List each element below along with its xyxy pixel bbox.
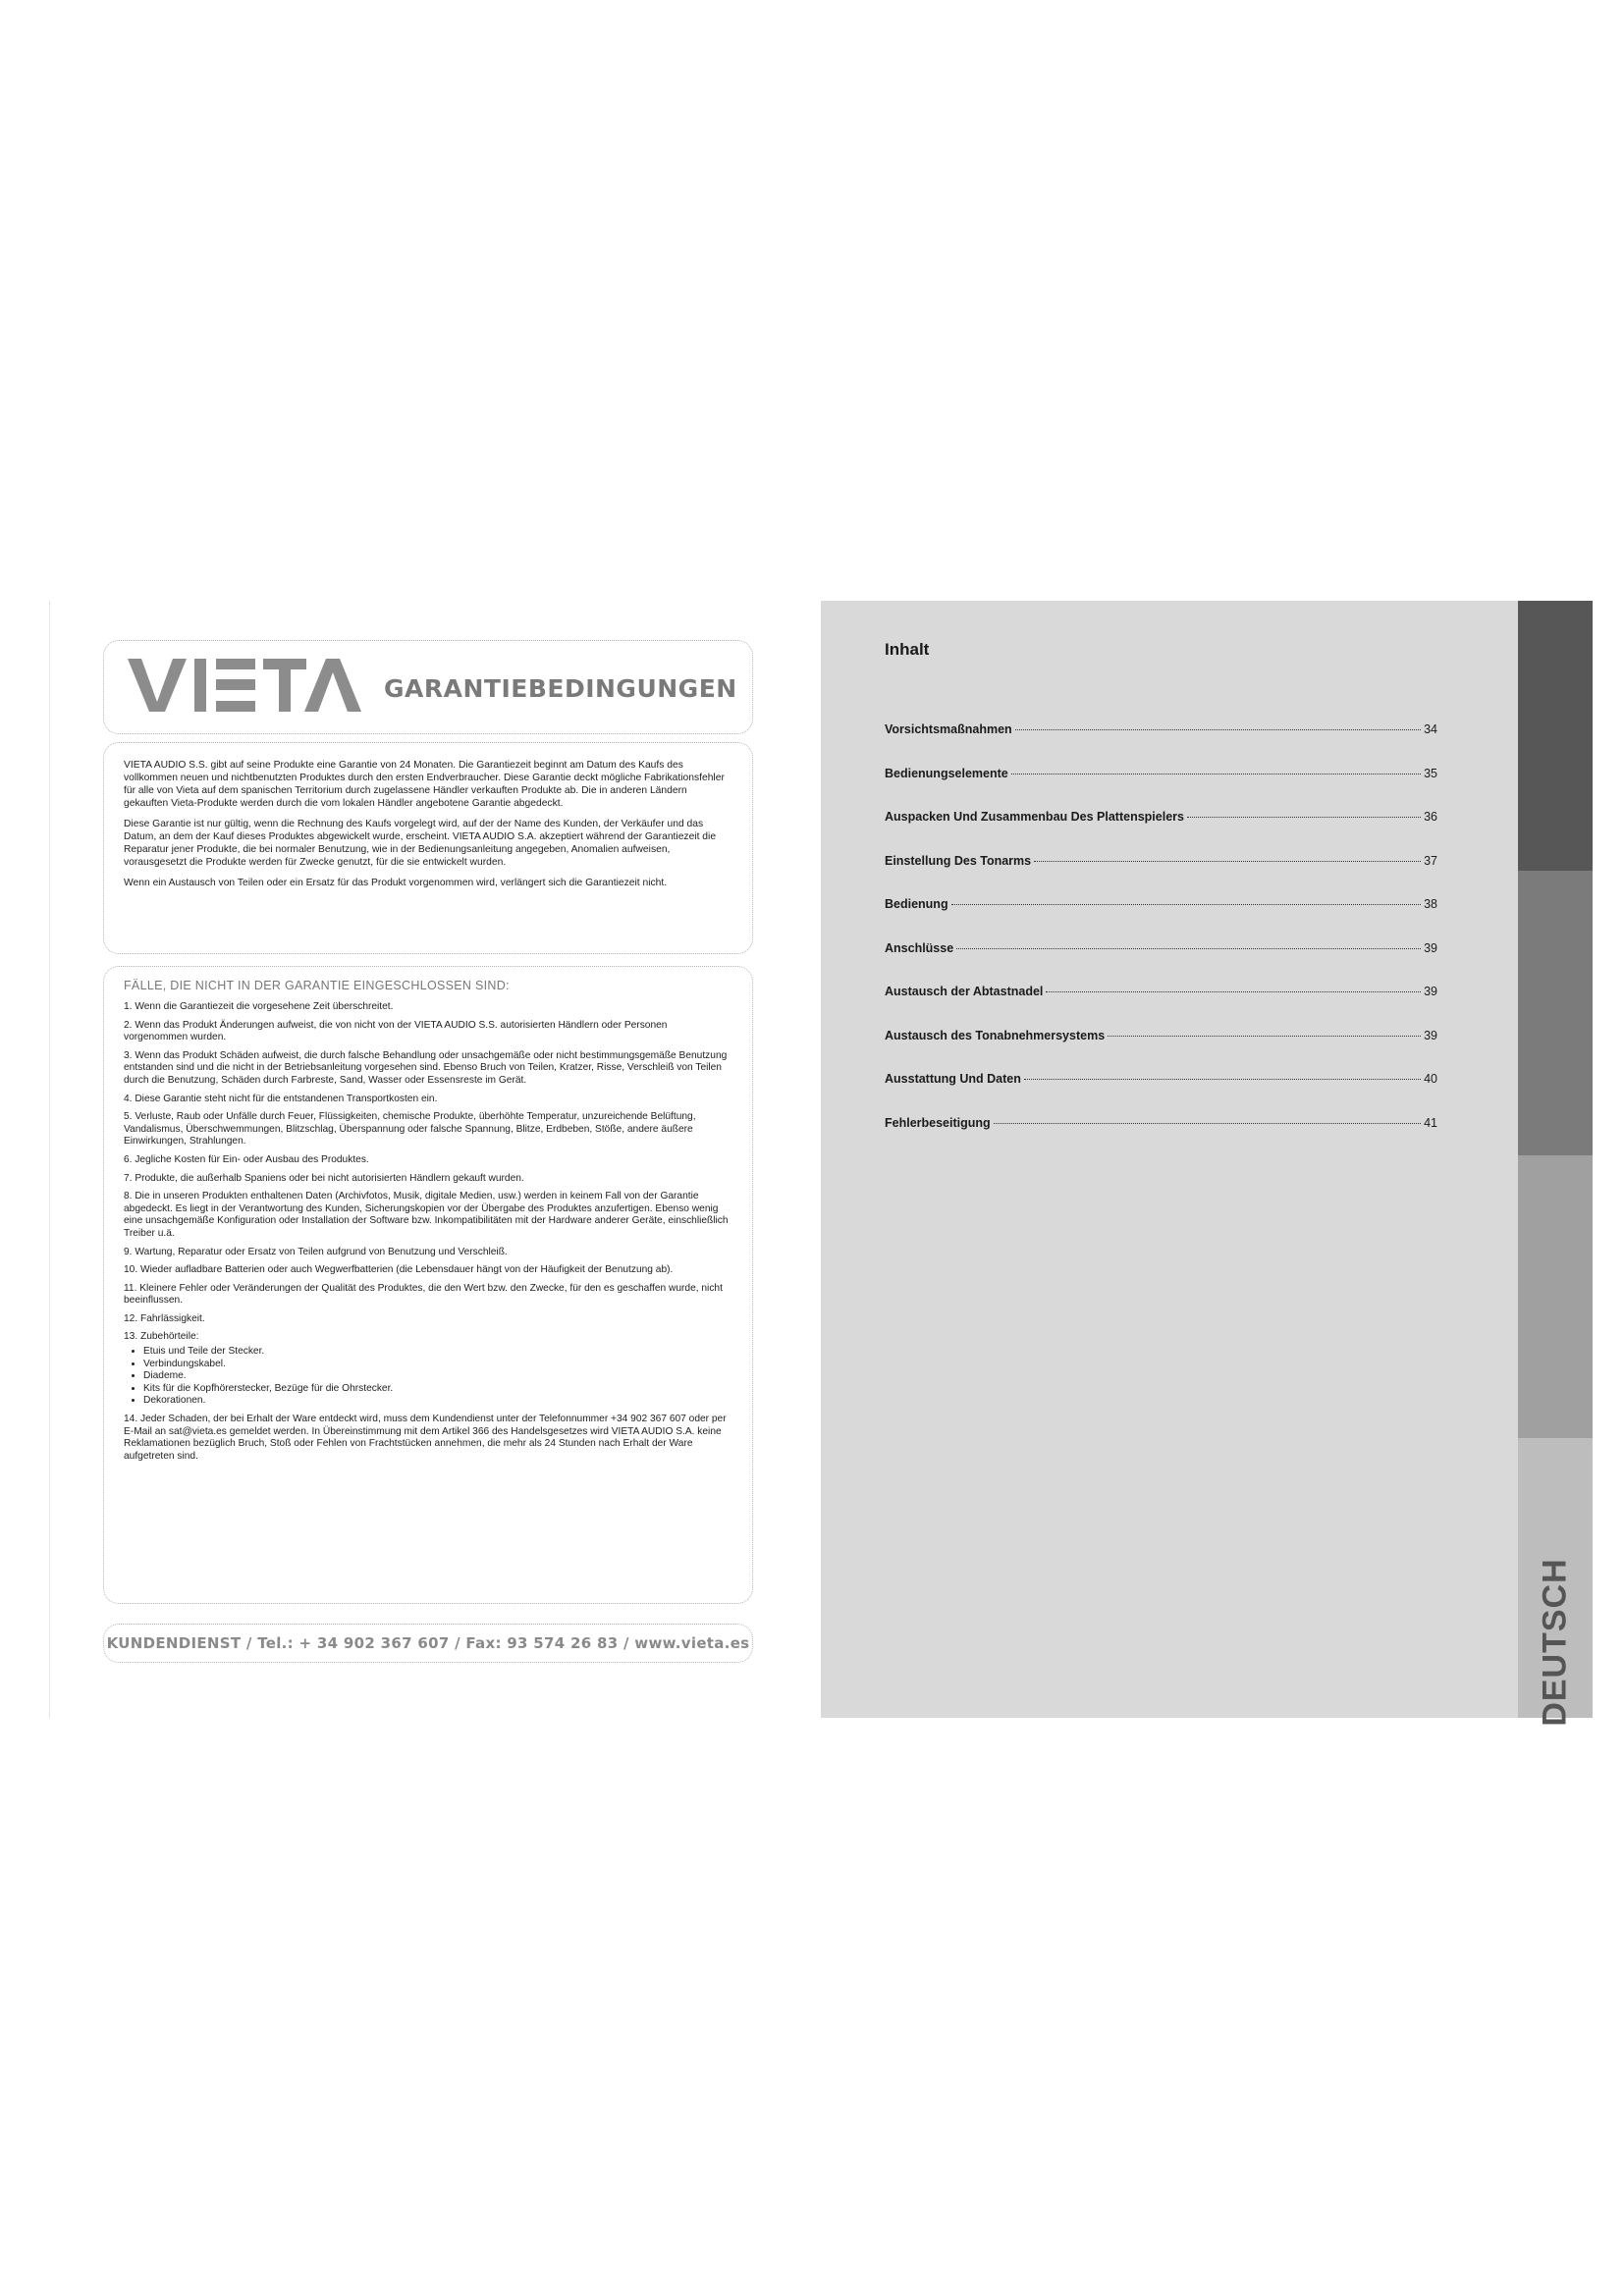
accessory-item: • Verbindungskabel. [143, 1359, 732, 1371]
toc-leader [951, 904, 1422, 905]
toc-page-number: 36 [1424, 810, 1437, 824]
toc-entry[interactable] [885, 722, 1437, 767]
table-of-contents [885, 722, 1437, 1159]
warranty-page [49, 601, 816, 1718]
toc-label: Austausch des Tonabnehmersystems [885, 1028, 1106, 1042]
toc-label: Auspacken Und Zusammenbau Des Plattenspielers [885, 810, 1184, 824]
accessory-item: • Etuis und Teile der Stecker. [143, 1346, 732, 1359]
warranty-intro-box [103, 742, 753, 954]
excluded-cases-box [103, 966, 753, 1604]
toc-page-number: 37 [1424, 853, 1437, 868]
intro-paragraph: Diese Garantie ist nur gültig, wenn die Rechnung des Kaufs vorgelegt wird, auf der der Name des Kunden, der Verkäufer und das Datum, an dem der Kauf dieses Produktes abgewickelt wurde, erscheint. VIETA AUDIO S.A. akzeptiert während der Garantiezeit die Reparatur jener Produkte, die bei normaler Benutzung, wie in der Bedienungsanleitung angegeben, Anomalien aufweisen, vorausgesetzt die Produkte werden für Zwecke genutzt, für die sie entwickelt wurden. [124, 819, 717, 868]
intro-paragraph: VIETA AUDIO S.S. gibt auf seine Produkte eine Garantie von 24 Monaten. Die Garantiezeit beginnt am Datum des Kaufs des vollkommen neuen und nichtbenutzten Produktes durch den ersten Endverbraucher. Diese Garantie deckt mögliche Fabrikationsfehler für alle von Vieta auf dem spanischen Territorium durch zugelassene Händler verkauften Produkte ab. Die in anderen Ländern gekauften Vieta-Produkte werden durch die vom lokalen Händler angebotene Garantie abgedeckt. [124, 760, 725, 809]
toc-label: Bedienungselemente [885, 766, 1008, 780]
contents-page [821, 601, 1593, 1727]
toc-leader [1015, 729, 1421, 730]
excluded-case: 4. Diese Garantie steht nicht für die entstandenen Transportkosten ein. [124, 1093, 438, 1104]
toc-label: Ausstattung Und Daten [885, 1072, 1021, 1086]
toc-entry[interactable] [885, 1072, 1437, 1116]
language-tab-deutsch[interactable] [1518, 1438, 1593, 1727]
toc-leader [994, 1123, 1421, 1124]
excluded-case: 14. Jeder Schaden, der bei Erhalt der Ware entdeckt wird, muss dem Kundendienst unter der Telefonnummer +34 902 367 607 oder per E-Mail an sat@vieta.es gemeldet werden. In Übereinstimmung mit dem Artikel 366 des Handelsgesetzes wird VIETA AUDIO S.A. keine Reklamationen bezüglich Bruch, Stoß oder Fehlen von Frachtstücken annehmen, die mehr als 24 Stunden nach Erhalt der Ware aufgetreten sind. [124, 1414, 727, 1462]
excluded-case: 13. Zubehörteile: [124, 1331, 199, 1343]
language-tab[interactable] [1518, 1155, 1593, 1438]
excluded-case: 2. Wenn das Produkt Änderungen aufweist, die von nicht von der VIETA AUDIO S.S. autorisierten Händlern oder Personen vorgenommen wurden. [124, 1019, 668, 1043]
excluded-case: 9. Wartung, Reparatur oder Ersatz von Teilen aufgrund von Benutzung und Verschleiß. [124, 1246, 508, 1257]
toc-leader [1046, 991, 1421, 992]
toc-label: Bedienung [885, 897, 948, 911]
contents-heading: Inhalt [885, 640, 930, 659]
customer-service-footer [103, 1624, 753, 1663]
toc-label: Einstellung Des Tonarms [885, 853, 1032, 868]
excluded-case: 12. Fahrlässigkeit. [124, 1312, 205, 1324]
excluded-case: 7. Produkte, die außerhalb Spaniens oder bei nicht autorisierten Händlern gekauft wurden. [124, 1172, 524, 1184]
excluded-case: 5. Verluste, Raub oder Unfälle durch Feuer, Flüssigkeiten, chemische Produkte, überhöhte Temperatur, unzureichende Belüftung, Vandalismus, Überschwemmungen, Blitzschlag, Überspannung oder falsche Spannung, Blitze, Erdbeben, Stöße, andere äußere Einwirkungen, Strahlungen. [124, 1111, 696, 1148]
excluded-case: 10. Wieder aufladbare Batterien oder auch Wegwerfbatterien (die Lebensdauer hängt von der Häufigkeit der Benutzung ab). [124, 1264, 674, 1276]
toc-entry[interactable] [885, 941, 1437, 986]
toc-leader [1024, 1079, 1421, 1080]
toc-leader [1034, 861, 1421, 862]
toc-leader [1108, 1036, 1421, 1037]
accessories-list [124, 1346, 732, 1408]
manual-spread [49, 601, 1593, 1727]
excluded-case: 3. Wenn das Produkt Schäden aufweist, die durch falsche Behandlung oder unsachgemäße oder nicht bestimmungsgemäße Benutzung entstanden sind und die nicht in der Betriebsanleitung vorgesehen sind. Ebenso Bruch von Teilen, Kratzer, Risse, Verschleiß von Teilen durch die Benutzung, Schäden durch Farbreste, Sand, Wasser oder Essensreste im Gerät. [124, 1049, 728, 1086]
toc-page-number: 35 [1424, 766, 1437, 780]
toc-page-number: 40 [1424, 1072, 1437, 1086]
accessory-item: • Kits für die Kopfhörerstecker, Bezüge für die Ohrstecker. [143, 1383, 732, 1396]
toc-entry[interactable] [885, 810, 1437, 854]
excluded-case: 11. Kleinere Fehler oder Veränderungen der Qualität des Produktes, die den Wert bzw. den Zwecke, für den es geschaffen wurde, nicht beeinflussen. [124, 1282, 723, 1307]
language-tab-label: DEUTSCH [1536, 1558, 1574, 1727]
language-tabs [1518, 601, 1593, 1727]
toc-label: Anschlüsse [885, 940, 954, 955]
toc-page-number: 39 [1424, 940, 1437, 955]
excluded-case: 6. Jegliche Kosten für Ein- oder Ausbau des Produktes. [124, 1153, 369, 1165]
toc-leader [1187, 817, 1421, 818]
intro-paragraph: Wenn ein Austausch von Teilen oder ein Ersatz für das Produkt vorgenommen wird, verlängert sich die Garantiezeit nicht. [124, 878, 668, 888]
toc-label: Vorsichtsmaßnahmen [885, 722, 1012, 736]
warranty-title: GARANTIEBEDINGUNGEN [384, 674, 737, 703]
toc-entry[interactable] [885, 767, 1437, 811]
toc-page-number: 38 [1424, 897, 1437, 911]
customer-service-text: KUNDENDIENST / Tel.: + 34 902 367 607 / Fax: 93 574 26 83 / www.vieta.es [106, 1634, 750, 1652]
toc-page-number: 41 [1424, 1115, 1437, 1130]
excluded-cases-heading: FÄLLE, DIE NICHT IN DER GARANTIE EINGESCHLOSSEN SIND: [124, 979, 510, 992]
toc-entry[interactable] [885, 985, 1437, 1029]
toc-entry[interactable] [885, 854, 1437, 898]
accessory-item: • Diademe. [143, 1370, 732, 1383]
toc-entry[interactable] [885, 897, 1437, 941]
excluded-case: 1. Wenn die Garantiezeit die vorgesehene Zeit überschreitet. [124, 1001, 394, 1012]
toc-page-number: 34 [1424, 722, 1437, 736]
toc-label: Austausch der Abtastnadel [885, 985, 1044, 998]
language-tab[interactable] [1518, 871, 1593, 1155]
warranty-header [103, 640, 753, 734]
toc-page-number: 39 [1424, 985, 1437, 998]
toc-leader [956, 948, 1421, 949]
excluded-case: 8. Die in unseren Produkten enthaltenen Daten (Archivfotos, Musik, digitale Medien, usw.) werden in keinem Fall von der Garantie abgedeckt. Es liegt in der Verantwortung des Kunden, Sicherungskopien vor der Übergabe des Produktes anzufertigen. Ebenso wenig eine unsachgemäße Konfiguration oder Installation der Software bzw. Inkompatibilitäten mit der Hardware anderer Geräte, einschließlich Treiber u.ä. [124, 1191, 729, 1239]
toc-label: Fehlerbeseitigung [885, 1115, 991, 1130]
vieta-logo [126, 653, 361, 716]
language-tab[interactable] [1518, 601, 1593, 871]
toc-entry[interactable] [885, 1116, 1437, 1160]
toc-entry[interactable] [885, 1029, 1437, 1073]
toc-page-number: 39 [1424, 1028, 1437, 1042]
accessory-item: • Dekorationen. [143, 1395, 732, 1408]
